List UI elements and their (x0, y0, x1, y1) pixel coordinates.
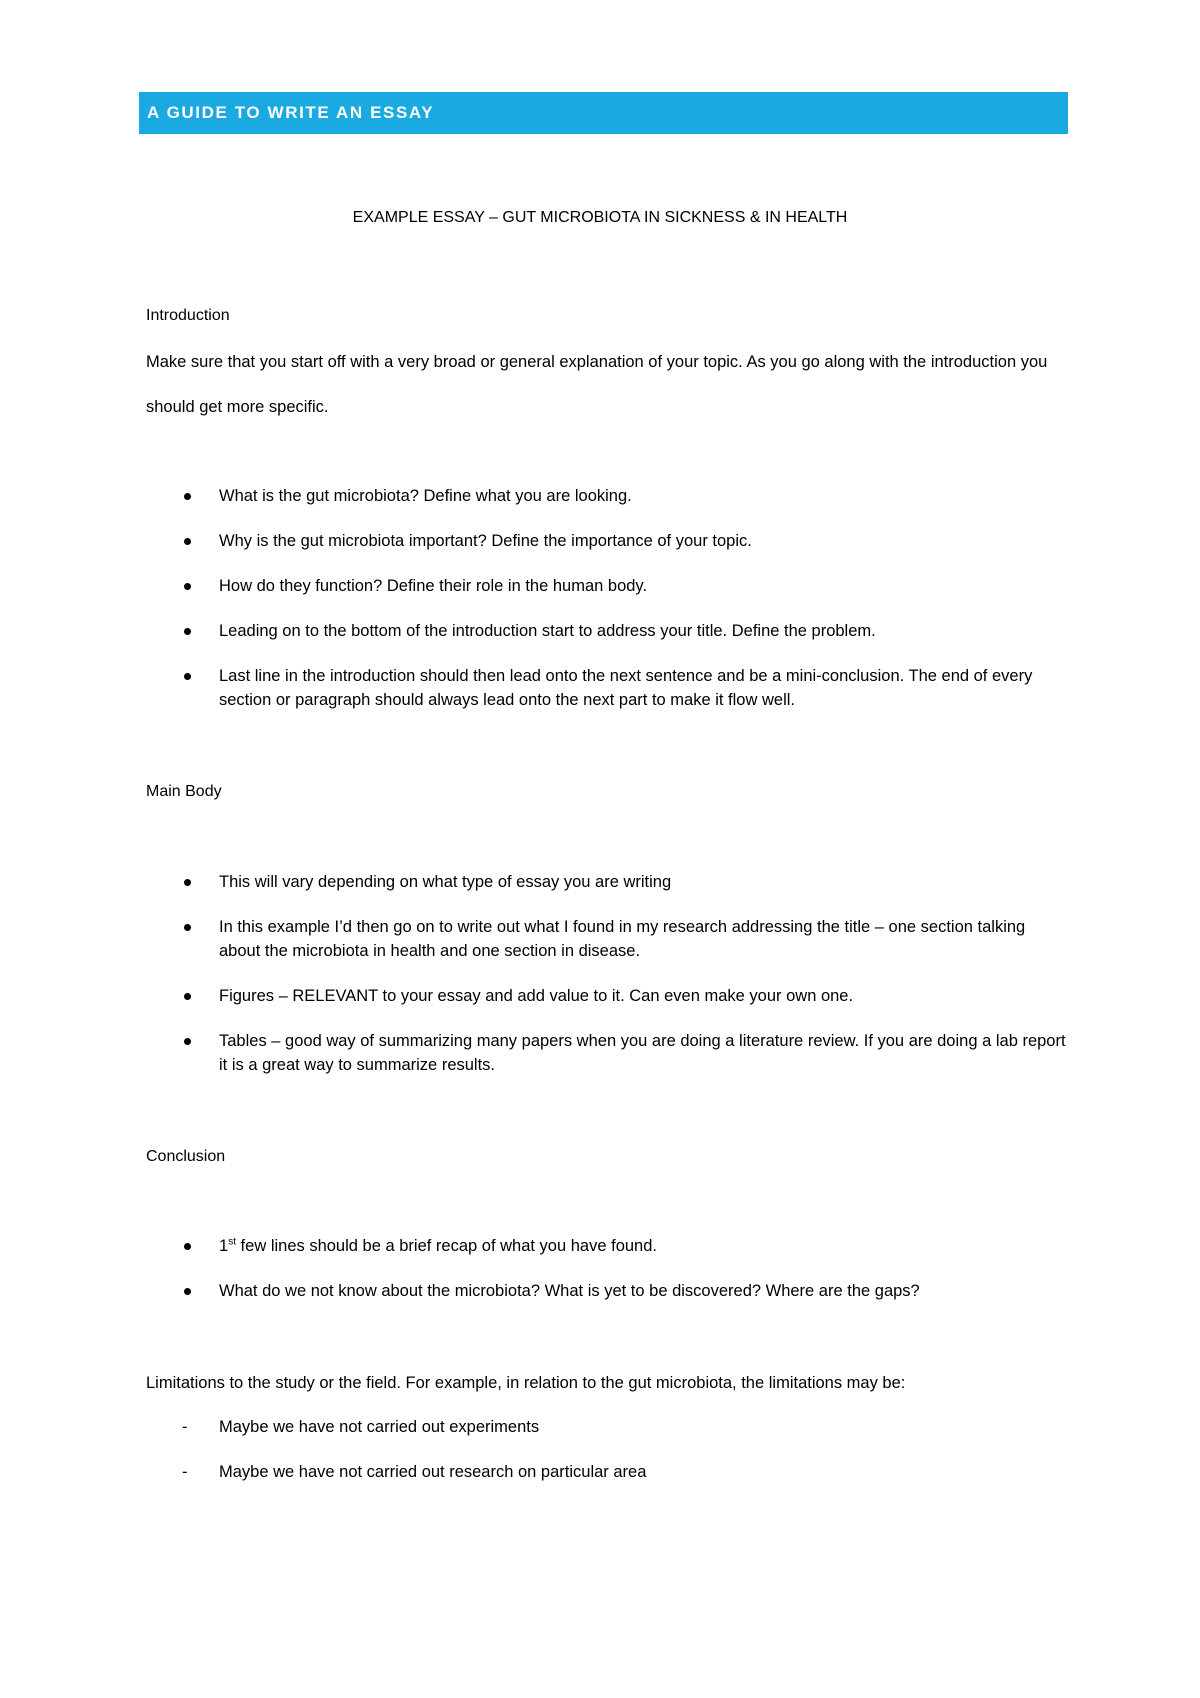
list-item (146, 984, 1066, 1008)
bullet-icon (184, 493, 191, 500)
main-body-heading: Main Body (146, 783, 222, 800)
list-item (146, 915, 1066, 963)
introduction-bullet-list (146, 484, 1066, 733)
list-item (146, 1029, 1066, 1077)
list-item (146, 664, 1066, 712)
list-item (146, 574, 1066, 598)
bullet-text: In this example I’d then go on to write out what I found in my research addressing the title – one section talking about the microbiota in health and one section in disease. (219, 918, 1026, 960)
bullet-text: Last line in the introduction should then lead onto the next sentence and be a mini-conclusion. The end of every section or paragraph should always lead onto the next part to make it flow well. (219, 667, 1033, 709)
list-item (146, 529, 1066, 553)
bullet-text-rest: few lines should be a brief recap of what you have found. (235, 1237, 657, 1255)
bullet-text: How do they function? Define their role in the human body. (219, 577, 648, 595)
bullet-icon (184, 879, 191, 886)
bullet-icon (184, 583, 191, 590)
bullet-text: What do we not know about the microbiota? What is yet to be discovered? Where are the gaps? (219, 1282, 920, 1300)
list-item (146, 484, 1066, 508)
conclusion-heading: Conclusion (146, 1148, 226, 1165)
bullet-icon (184, 538, 191, 545)
bullet-icon (184, 993, 191, 1000)
list-item (146, 1415, 1066, 1439)
bullet-text: Leading on to the bottom of the introduction start to address your title. Define the problem. (219, 622, 876, 640)
introduction-paragraph: Make sure that you start off with a very broad or general explanation of your topic. As you go along with the introduction you should get more specific. (146, 353, 1048, 416)
dash-marker: - (182, 1463, 188, 1481)
header-banner (139, 92, 1068, 134)
list-item (146, 870, 1066, 894)
bullet-text: This will vary depending on what type of essay you are writing (219, 873, 672, 891)
ordinal-suffix: st (228, 1236, 236, 1248)
banner-title: A GUIDE TO WRITE AN ESSAY (147, 103, 435, 122)
list-item (146, 1460, 1066, 1484)
conclusion-bullet-list (146, 1234, 1066, 1324)
limitations-dash-list (146, 1415, 1066, 1505)
dash-item-text: Maybe we have not carried out experiments (219, 1418, 540, 1436)
bullet-icon (184, 673, 191, 680)
bullet-text: What is the gut microbiota? Define what you are looking. (219, 487, 632, 505)
bullet-icon (184, 1243, 191, 1250)
dash-marker: - (182, 1418, 188, 1436)
bullet-text: Why is the gut microbiota important? Define the importance of your topic. (219, 532, 752, 550)
bullet-icon (184, 1038, 191, 1045)
list-item (146, 1279, 1066, 1303)
bullet-text: Tables – good way of summarizing many papers when you are doing a literature review. If you are doing a lab report it is a great way to summarize results. (219, 1032, 1066, 1074)
dash-item-text: Maybe we have not carried out research on particular area (219, 1463, 647, 1481)
ordinal-number: 1 (219, 1237, 229, 1255)
introduction-heading: Introduction (146, 307, 230, 324)
bullet-text (219, 1237, 657, 1255)
bullet-icon (184, 1288, 191, 1295)
main-body-bullet-list (146, 870, 1066, 1098)
bullet-icon (184, 628, 191, 635)
list-item (146, 619, 1066, 643)
bullet-icon (184, 924, 191, 931)
limitations-intro: Limitations to the study or the field. For example, in relation to the gut microbiota, the limitations may be: (146, 1374, 906, 1392)
essay-title: EXAMPLE ESSAY – GUT MICROBIOTA IN SICKNESS & IN HEALTH (352, 209, 848, 226)
bullet-text: Figures – RELEVANT to your essay and add value to it. Can even make your own one. (219, 987, 854, 1005)
list-item (146, 1234, 1066, 1258)
